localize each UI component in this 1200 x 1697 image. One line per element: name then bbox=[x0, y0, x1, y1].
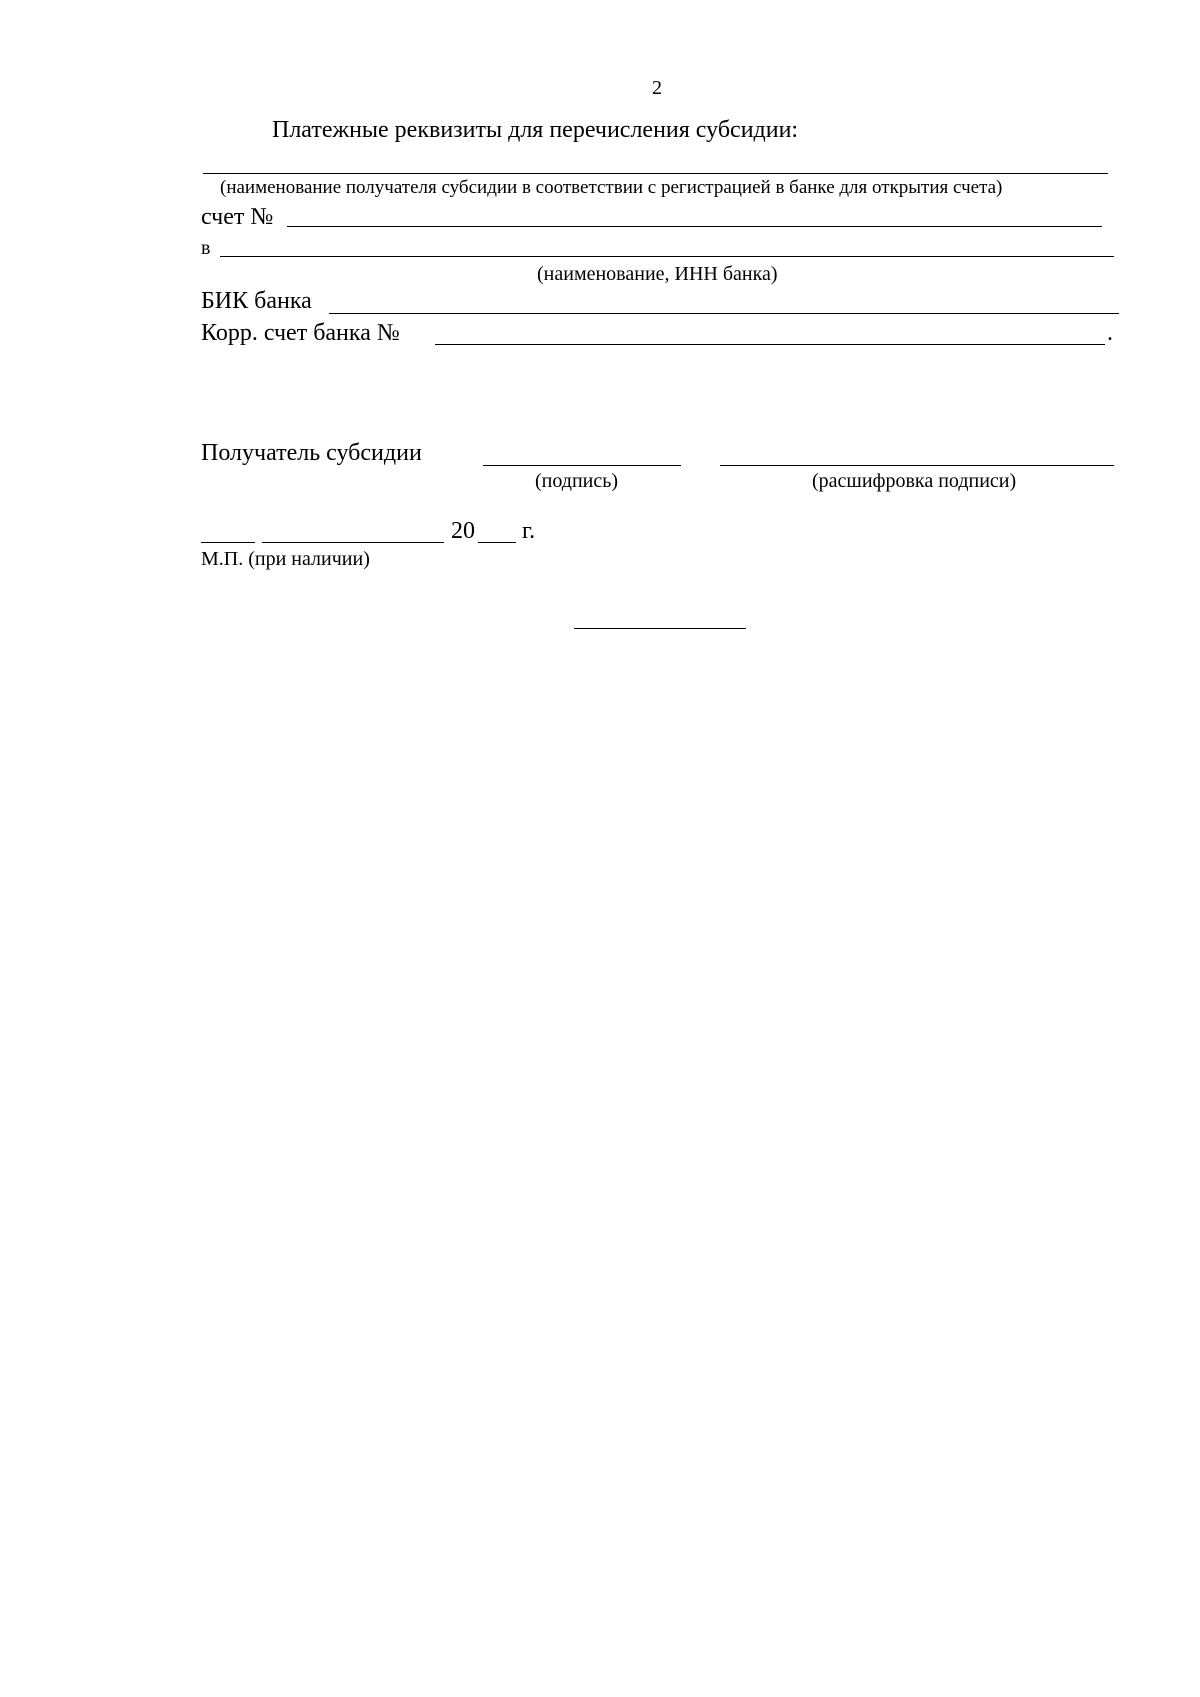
account-line bbox=[287, 226, 1102, 227]
bank-hint: (наименование, ИНН банка) bbox=[537, 263, 778, 285]
signature-decode-hint: (расшифровка подписи) bbox=[812, 470, 1017, 492]
corr-account-line bbox=[435, 344, 1105, 345]
date-year-prefix: 20 bbox=[451, 518, 475, 544]
signature-label: Получатель субсидии bbox=[201, 440, 422, 466]
date-year-suffix: г. bbox=[522, 518, 536, 544]
page-number: 2 bbox=[652, 77, 662, 99]
date-day-line bbox=[201, 542, 255, 543]
corr-account-end-mark: . bbox=[1107, 320, 1113, 346]
document-title: Платежные реквизиты для перечисления субсидии: bbox=[272, 117, 799, 143]
account-label: счет № bbox=[201, 204, 274, 230]
stamp-label: М.П. (при наличии) bbox=[201, 548, 370, 570]
bank-label: в bbox=[201, 237, 211, 259]
corr-account-label: Корр. счет банка № bbox=[201, 320, 400, 346]
recipient-name-line bbox=[203, 173, 1108, 174]
bik-line bbox=[329, 313, 1119, 314]
recipient-name-hint: (наименование получателя субсидии в соответствии с регистрацией в банке для открытия счета) bbox=[220, 177, 1003, 198]
signature-hint: (подпись) bbox=[535, 470, 619, 492]
bik-label: БИК банка bbox=[201, 288, 312, 314]
signature-line bbox=[483, 465, 681, 466]
signature-decode-line bbox=[720, 465, 1114, 466]
date-year-line bbox=[478, 542, 516, 543]
closing-separator bbox=[574, 628, 746, 629]
date-month-line bbox=[262, 542, 444, 543]
bank-line bbox=[220, 256, 1114, 257]
